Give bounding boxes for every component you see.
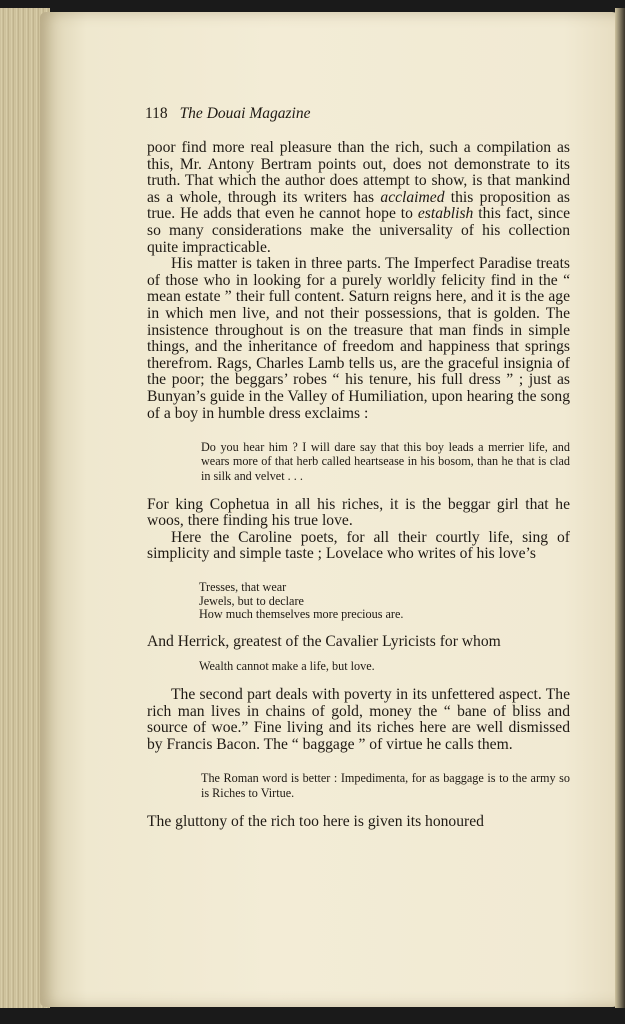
text-run: this fact, since so many considerations make the universality of his collection quite impracticable. — [147, 205, 570, 256]
text-run: this proposition as true. He adds that even he cannot hope to — [147, 188, 570, 223]
page-number: 118 — [145, 105, 168, 122]
running-header — [145, 105, 310, 123]
text-run: poor find more real pleasure than the rich, such a compilation as this, Mr. Antony Bertram points out, does not demonstrate to its truth. That which the author does attempt to show, is that mankind as a whole, through its writers has — [147, 139, 570, 206]
paragraph-4: Here the Caroline poets, for all their courtly life, sing of simplicity and simple taste ; Lovelace who writes of his love’s — [147, 528, 570, 563]
verse-line: How much themselves more precious are. — [199, 607, 404, 622]
block-quote-bacon: The Roman word is better : Impedimenta, for as baggage is to the army so is Riches to Virtue. — [201, 771, 570, 800]
paragraph-1 — [147, 140, 570, 256]
magazine-title: The Douai Magazine — [179, 105, 311, 122]
verse-line: Tresses, that wear — [199, 580, 287, 595]
paragraph-2: His matter is taken in three parts. The Imperfect Paradise treats of those who in looking for a purely worldly felicity find in the “ mean estate ” their full content. Saturn reigns here, and it is the age in which men live, and not their possessions, that is golden. The insistence throughout is on the treasure that man finds in simple things, and the inheritance of freedom and happiness that springs therefrom. Rags, Charles Lamb tells us, are the graceful insignia of the poor; the beggars’ robes “ his tenure, his full dress ” ; just as Bunyan’s guide in the Valley of Humiliation, upon hearing the song of a boy in humble dress exclaims : — [147, 255, 570, 422]
verse-line: Jewels, but to declare — [199, 593, 304, 608]
italic-term: establish — [417, 205, 474, 223]
verse-lovelace — [199, 581, 570, 622]
italic-term: acclaimed — [380, 188, 445, 206]
block-quote-bunyan: Do you hear him ? I will dare say that this boy leads a merrier life, and wears more of that herb called heartsease in his bosom, than he that is clad in silk and velvet . . . — [201, 440, 570, 483]
verse-herrick: Wealth cannot make a life, but love. — [199, 659, 375, 674]
paragraph-3: For king Cophetua in all his riches, it is the beggar girl that he woos, there finding his true love. — [147, 495, 570, 530]
paragraph-7: The gluttony of the rich too here is given its honoured — [147, 812, 484, 830]
paragraph-5: And Herrick, greatest of the Cavalier Lyricists for whom — [147, 632, 501, 650]
book-right-edge — [615, 8, 625, 1008]
body-text — [147, 140, 570, 830]
paragraph-6: The second part deals with poverty in its unfettered aspect. The rich man lives in chains of gold, money the “ bane of bliss and source of woe.” Fine living and its riches here are well dismissed by Francis Bacon. The “ baggage ” of virtue he calls them. — [147, 686, 570, 753]
